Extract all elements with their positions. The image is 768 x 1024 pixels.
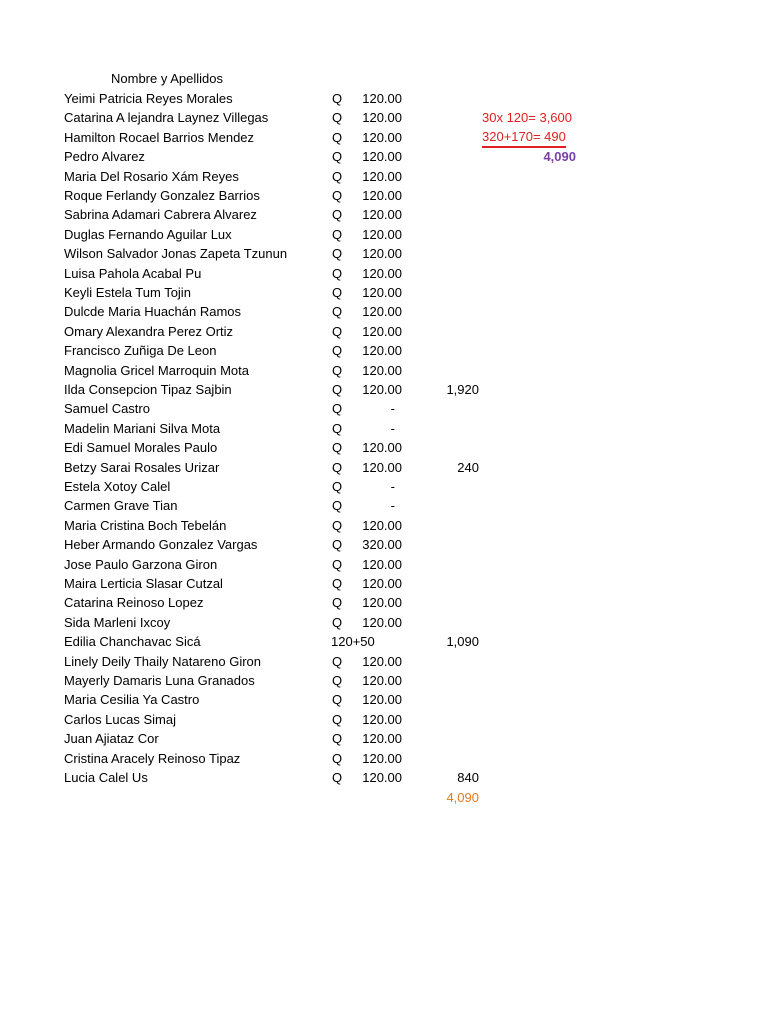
- amount-cell: 320.00: [362, 537, 402, 553]
- person-name: Ilda Consepcion Tipaz Sajbin: [64, 382, 232, 397]
- currency-symbol: Q: [332, 498, 343, 514]
- table-row: [0, 401, 768, 420]
- column-header-names: Nombre y Apellidos: [111, 71, 223, 86]
- person-name: Carmen Grave Tian: [64, 498, 178, 514]
- person-name: Magnolia Gricel Marroquin Mota: [64, 362, 249, 378]
- currency-symbol: Q: [332, 188, 343, 203]
- amount-cell: 120.00: [362, 653, 402, 669]
- table-row: [0, 615, 768, 634]
- currency-symbol: Q: [332, 343, 343, 359]
- currency-symbol: Q: [332, 129, 343, 145]
- person-name: Luisa Pahola Acabal Pu: [64, 265, 202, 281]
- currency-symbol: Q: [332, 420, 343, 436]
- table-row: [0, 110, 768, 129]
- table-row: [0, 207, 768, 226]
- currency-symbol: Q: [332, 653, 343, 669]
- table-row: [0, 169, 768, 188]
- table-row: [0, 692, 768, 711]
- person-name: Francisco Zuñiga De Leon: [64, 343, 217, 359]
- person-name: Betzy Sarai Rosales Urizar: [64, 459, 220, 475]
- person-name: Juan Ajiataz Cor: [64, 731, 159, 747]
- amount-cell: 120.00: [362, 770, 402, 785]
- table-row: [0, 673, 768, 692]
- amount-cell: 120.00: [362, 517, 402, 533]
- amount-cell: 120.00: [362, 110, 402, 126]
- amount-cell: 120.00: [362, 323, 402, 339]
- person-name: Lucia Calel Us: [64, 770, 148, 785]
- person-name: Madelin Mariani Silva Mota: [64, 420, 221, 436]
- currency-symbol: Q: [332, 304, 343, 320]
- subtotal-cell: 1,090: [446, 634, 479, 650]
- table-row: [0, 363, 768, 382]
- person-name: Hamilton Rocael Barrios Mendez: [64, 129, 255, 145]
- amount-cell: 120.00: [362, 91, 402, 106]
- amount-cell: 120+50: [331, 634, 375, 650]
- currency-symbol: Q: [332, 731, 343, 747]
- currency-symbol: Q: [332, 459, 343, 475]
- currency-symbol: Q: [332, 576, 343, 591]
- person-name: Edi Samuel Morales Paulo: [64, 440, 218, 456]
- currency-symbol: Q: [332, 692, 343, 708]
- table-row: [0, 595, 768, 614]
- person-name: Keyli Estela Tum Tojin: [64, 285, 191, 300]
- currency-symbol: Q: [332, 323, 343, 339]
- grand-total: 4,090: [446, 790, 479, 805]
- person-name: Jose Paulo Garzona Giron: [64, 556, 218, 572]
- amount-cell: 120.00: [362, 382, 402, 397]
- currency-symbol: Q: [332, 285, 343, 300]
- table-row: [0, 712, 768, 731]
- person-name: Maria Cesilia Ya Castro: [64, 692, 200, 708]
- subtotal-cell: 840: [457, 770, 479, 785]
- person-name: Carlos Lucas Simaj: [64, 711, 176, 727]
- amount-cell: 120.00: [362, 731, 402, 747]
- table-row: [0, 770, 768, 789]
- calculation-total: 4,090: [543, 149, 576, 164]
- currency-symbol: Q: [332, 265, 343, 281]
- table-row: [0, 188, 768, 207]
- subtotal-cell: 240: [457, 459, 479, 475]
- table-row: [0, 91, 768, 110]
- amount-cell: -: [390, 498, 395, 514]
- table-row: [0, 246, 768, 265]
- person-name: Maria Del Rosario Xám Reyes: [64, 168, 239, 184]
- person-name: Sida Marleni Ixcoy: [64, 614, 171, 630]
- person-name: Duglas Fernando Aguilar Lux: [64, 226, 232, 242]
- amount-cell: 120.00: [362, 304, 402, 320]
- person-name: Pedro Alvarez: [64, 149, 145, 165]
- currency-symbol: Q: [332, 91, 343, 106]
- amount-cell: -: [390, 401, 395, 417]
- person-name: Dulcde Maria Huachán Ramos: [64, 304, 242, 320]
- person-name: Edilia Chanchavac Sicá: [64, 634, 201, 650]
- currency-symbol: Q: [332, 595, 343, 611]
- amount-cell: 120.00: [362, 207, 402, 223]
- table-row: [0, 149, 768, 168]
- currency-symbol: Q: [332, 149, 343, 165]
- table-row: [0, 634, 768, 653]
- table-row: [0, 537, 768, 556]
- table-row: [0, 304, 768, 323]
- table-row: [0, 479, 768, 498]
- table-row: [0, 382, 768, 401]
- person-name: Maira Lerticia Slasar Cutzal: [64, 576, 223, 591]
- person-name: Omary Alexandra Perez Ortiz: [64, 323, 234, 339]
- person-name: Catarina Reinoso Lopez: [64, 595, 204, 611]
- table-row: [0, 324, 768, 343]
- table-row: [0, 654, 768, 673]
- table-row: [0, 130, 768, 149]
- person-name: Samuel Castro: [64, 401, 150, 417]
- amount-cell: 120.00: [362, 362, 402, 378]
- currency-symbol: Q: [332, 517, 343, 533]
- currency-symbol: Q: [332, 207, 343, 223]
- currency-symbol: Q: [332, 362, 343, 378]
- currency-symbol: Q: [332, 673, 343, 688]
- amount-cell: 120.00: [362, 614, 402, 630]
- table-row: [0, 576, 768, 595]
- amount-cell: 120.00: [362, 692, 402, 708]
- person-name: Heber Armando Gonzalez Vargas: [64, 537, 258, 553]
- person-name: Maria Cristina Boch Tebelán: [64, 517, 227, 533]
- amount-cell: 120.00: [362, 226, 402, 242]
- table-row: [0, 557, 768, 576]
- person-name: Mayerly Damaris Luna Granados: [64, 673, 255, 688]
- amount-cell: 120.00: [362, 595, 402, 611]
- amount-cell: 120.00: [362, 343, 402, 359]
- amount-cell: 120.00: [362, 576, 402, 591]
- table-row: [0, 751, 768, 770]
- currency-symbol: Q: [332, 401, 343, 417]
- currency-symbol: Q: [332, 556, 343, 572]
- currency-symbol: Q: [332, 537, 343, 553]
- currency-symbol: Q: [332, 614, 343, 630]
- amount-cell: 120.00: [362, 168, 402, 184]
- amount-cell: 120.00: [362, 556, 402, 572]
- currency-symbol: Q: [332, 711, 343, 727]
- amount-cell: 120.00: [362, 711, 402, 727]
- calculation-note-1: 30x 120= 3,600: [482, 110, 572, 125]
- currency-symbol: Q: [332, 168, 343, 184]
- table-row: [0, 518, 768, 537]
- table-row: [0, 731, 768, 750]
- currency-symbol: Q: [332, 770, 343, 785]
- currency-symbol: Q: [332, 382, 343, 397]
- person-name: Sabrina Adamari Cabrera Alvarez: [64, 207, 257, 223]
- table-row: [0, 498, 768, 517]
- table-row: [0, 227, 768, 246]
- amount-cell: 120.00: [362, 750, 402, 766]
- person-name: Yeimi Patricia Reyes Morales: [64, 91, 233, 106]
- currency-symbol: Q: [332, 440, 343, 456]
- calculation-note-2: 320+170= 490: [482, 129, 566, 148]
- subtotal-cell: 1,920: [446, 382, 479, 397]
- person-name: Cristina Aracely Reinoso Tipaz: [64, 750, 241, 766]
- amount-cell: 120.00: [362, 149, 402, 165]
- person-name: Wilson Salvador Jonas Zapeta Tzunun: [64, 246, 288, 262]
- person-name: Roque Ferlandy Gonzalez Barrios: [64, 188, 260, 203]
- amount-cell: -: [390, 479, 395, 494]
- table-row: [0, 343, 768, 362]
- table-row: [0, 421, 768, 440]
- table-row: [0, 440, 768, 459]
- person-name: Estela Xotoy Calel: [64, 479, 171, 494]
- amount-cell: -: [390, 420, 395, 436]
- amount-cell: 120.00: [362, 285, 402, 300]
- table-row: [0, 285, 768, 304]
- amount-cell: 120.00: [362, 188, 402, 203]
- table-row: [0, 460, 768, 479]
- amount-cell: 120.00: [362, 129, 402, 145]
- table-row: [0, 266, 768, 285]
- amount-cell: 120.00: [362, 265, 402, 281]
- currency-symbol: Q: [332, 750, 343, 766]
- person-name: Linely Deily Thaily Natareno Giron: [64, 653, 262, 669]
- amount-cell: 120.00: [362, 459, 402, 475]
- amount-cell: 120.00: [362, 673, 402, 688]
- currency-symbol: Q: [332, 226, 343, 242]
- person-name: Catarina A lejandra Laynez Villegas: [64, 110, 269, 126]
- amount-cell: 120.00: [362, 440, 402, 456]
- currency-symbol: Q: [332, 110, 343, 126]
- currency-symbol: Q: [332, 479, 343, 494]
- currency-symbol: Q: [332, 246, 343, 262]
- amount-cell: 120.00: [362, 246, 402, 262]
